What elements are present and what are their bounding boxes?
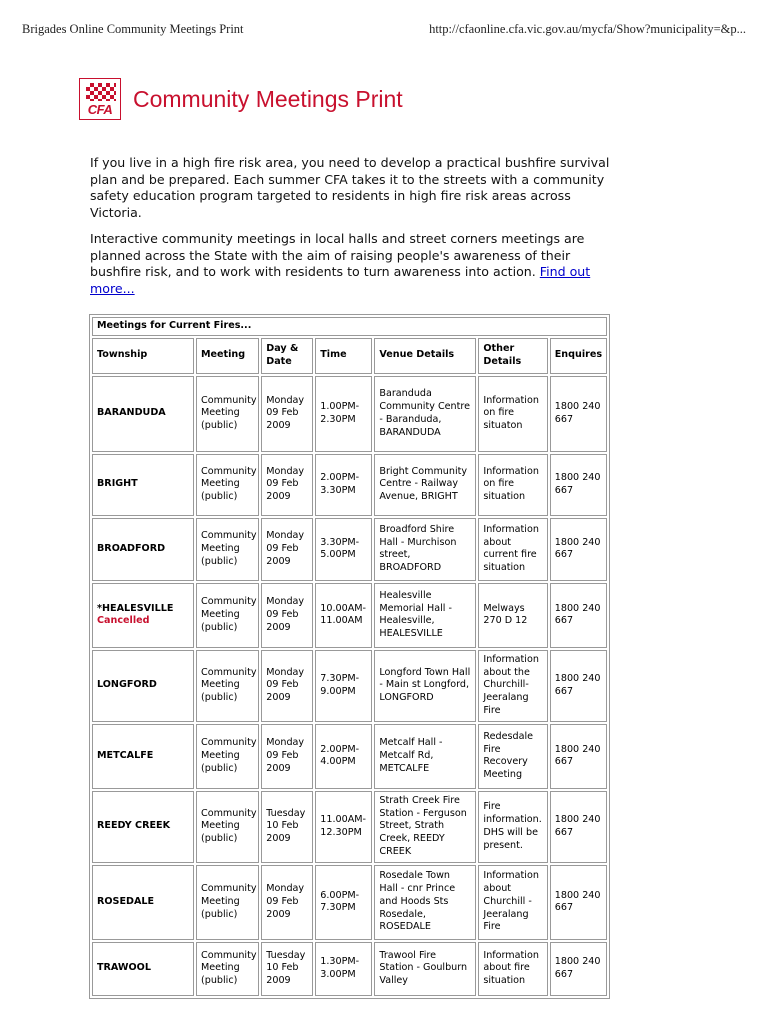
township-cell [92,724,194,789]
date-cell: Monday 09 Feb 2009 [261,454,313,516]
enquires-cell: 1800 240 667 [550,650,607,722]
intro-text [90,155,610,307]
enquires-cell: 1800 240 667 [550,724,607,789]
meeting-cell: Community Meeting (public) [196,376,259,452]
other-details-cell: Information on fire situation [478,454,547,516]
cancelled-badge: Cancelled [97,615,150,627]
date-cell: Monday 09 Feb 2009 [261,376,313,452]
date-cell: Monday 09 Feb 2009 [261,724,313,789]
other-details-cell: Redesdale Fire Recovery Meeting [478,724,547,789]
table-header-row [92,338,607,374]
venue-cell: Metcalf Hall - Metcalf Rd, METCALFE [374,724,476,789]
time-cell: 1.00PM-2.30PM [315,376,372,452]
date-cell: Monday 09 Feb 2009 [261,518,313,581]
venue-cell: Longford Town Hall - Main st Longford, LONGFORD [374,650,476,722]
enquires-cell: 1800 240 667 [550,376,607,452]
township-name: *HEALESVILLE [97,602,174,614]
township-cell [92,454,194,516]
other-details-cell: Information on fire situaton [478,376,547,452]
table-row [92,942,607,996]
date-cell: Monday 09 Feb 2009 [261,865,313,940]
venue-cell: Broadford Shire Hall - Murchison street, BROADFORD [374,518,476,581]
venue-cell: Healesville Memorial Hall - Healesville, HEALESVILLE [374,583,476,648]
enquires-cell: 1800 240 667 [550,454,607,516]
time-cell: 1.30PM-3.00PM [315,942,372,996]
table-row [92,650,607,722]
meeting-cell: Community Meeting (public) [196,865,259,940]
header-township: Township [92,338,194,374]
time-cell: 10.00AM-11.00AM [315,583,372,648]
time-cell: 3.30PM-5.00PM [315,518,372,581]
table-row [92,865,607,940]
township-cell [92,791,194,863]
meeting-cell: Community Meeting (public) [196,518,259,581]
other-details-cell: Information about fire situation [478,942,547,996]
township-cell [92,650,194,722]
enquires-cell: 1800 240 667 [550,518,607,581]
other-details-cell: Melways 270 D 12 [478,583,547,648]
venue-cell: Bright Community Centre - Railway Avenue, BRIGHT [374,454,476,516]
other-details-cell: Information about Churchill - Jeeralang Fire [478,865,547,940]
township-name: BROADFORD [97,542,166,554]
other-details-cell: Fire information. DHS will be present. [478,791,547,863]
meetings-table [89,314,610,999]
township-cell [92,865,194,940]
township-cell [92,376,194,452]
township-name: BARANDUDA [97,407,166,419]
time-cell: 2.00PM-3.30PM [315,454,372,516]
venue-cell: Strath Creek Fire Station - Ferguson Street, Strath Creek, REEDY CREEK [374,791,476,863]
enquires-cell: 1800 240 667 [550,942,607,996]
enquires-cell: 1800 240 667 [550,865,607,940]
header-venue-details: Venue Details [374,338,476,374]
venue-cell: Rosedale Town Hall - cnr Prince and Hoods Sts Rosedale, ROSEDALE [374,865,476,940]
meeting-cell: Community Meeting (public) [196,583,259,648]
print-page-title: Brigades Online Community Meetings Print [22,22,244,36]
logo-text: CFA [87,102,113,117]
township-name: METCALFE [97,749,154,761]
other-details-cell: Information about the Churchill-Jeeralang Fire [478,650,547,722]
print-url: http://cfaonline.cfa.vic.gov.au/mycfa/Show?municipality=&p... [429,22,746,36]
cfa-logo [79,78,121,120]
intro-paragraph-2 [90,231,610,297]
time-cell: 6.00PM-7.30PM [315,865,372,940]
time-cell: 2.00PM-4.00PM [315,724,372,789]
page-header [79,78,403,120]
header-other-details: Other Details [478,338,547,374]
date-cell: Tuesday 10 Feb 2009 [261,791,313,863]
table-row [92,376,607,452]
township-name: BRIGHT [97,478,138,490]
meeting-cell: Community Meeting (public) [196,454,259,516]
time-cell: 7.30PM-9.00PM [315,650,372,722]
meeting-cell: Community Meeting (public) [196,942,259,996]
time-cell: 11.00AM-12.30PM [315,791,372,863]
township-name: ROSEDALE [97,895,155,907]
table-row [92,724,607,789]
table-row [92,518,607,581]
meeting-cell: Community Meeting (public) [196,650,259,722]
table-row [92,583,607,648]
table-caption: Meetings for Current Fires... [92,317,607,336]
township-cell [92,583,194,648]
header-day-date: Day & Date [261,338,313,374]
other-details-cell: Information about current fire situation [478,518,547,581]
township-cell [92,942,194,996]
enquires-cell: 1800 240 667 [550,791,607,863]
date-cell: Monday 09 Feb 2009 [261,583,313,648]
table-row [92,791,607,863]
find-out-more-link[interactable]: Find out more... [90,264,591,296]
header-time: Time [315,338,372,374]
township-name: TRAWOOL [97,962,151,974]
checker-flag-icon [86,83,116,101]
header-meeting: Meeting [196,338,259,374]
township-name: REEDY CREEK [97,820,171,832]
township-name: LONGFORD [97,679,157,691]
venue-cell: Trawool Fire Station - Goulburn Valley [374,942,476,996]
header-enquires: Enquires [550,338,607,374]
enquires-cell: 1800 240 667 [550,583,607,648]
meeting-cell: Community Meeting (public) [196,724,259,789]
date-cell: Monday 09 Feb 2009 [261,650,313,722]
date-cell: Tuesday 10 Feb 2009 [261,942,313,996]
table-row [92,454,607,516]
page-title: Community Meetings Print [133,85,403,112]
venue-cell: Baranduda Community Centre - Baranduda, BARANDUDA [374,376,476,452]
township-cell [92,518,194,581]
intro-paragraph-1: If you live in a high fire risk area, you need to develop a practical bushfire survival plan and be prepared. Each summer CFA takes it to the streets with a community safety education program targeted to residents in high fire risk areas across Victoria. [90,155,610,220]
intro-paragraph-2-text: Interactive community meetings in local halls and street corners meetings are planned across the State with the aim of raising people's awareness of their bushfire risk, and to work with residents to turn awareness into action. [90,231,585,279]
meeting-cell: Community Meeting (public) [196,791,259,863]
